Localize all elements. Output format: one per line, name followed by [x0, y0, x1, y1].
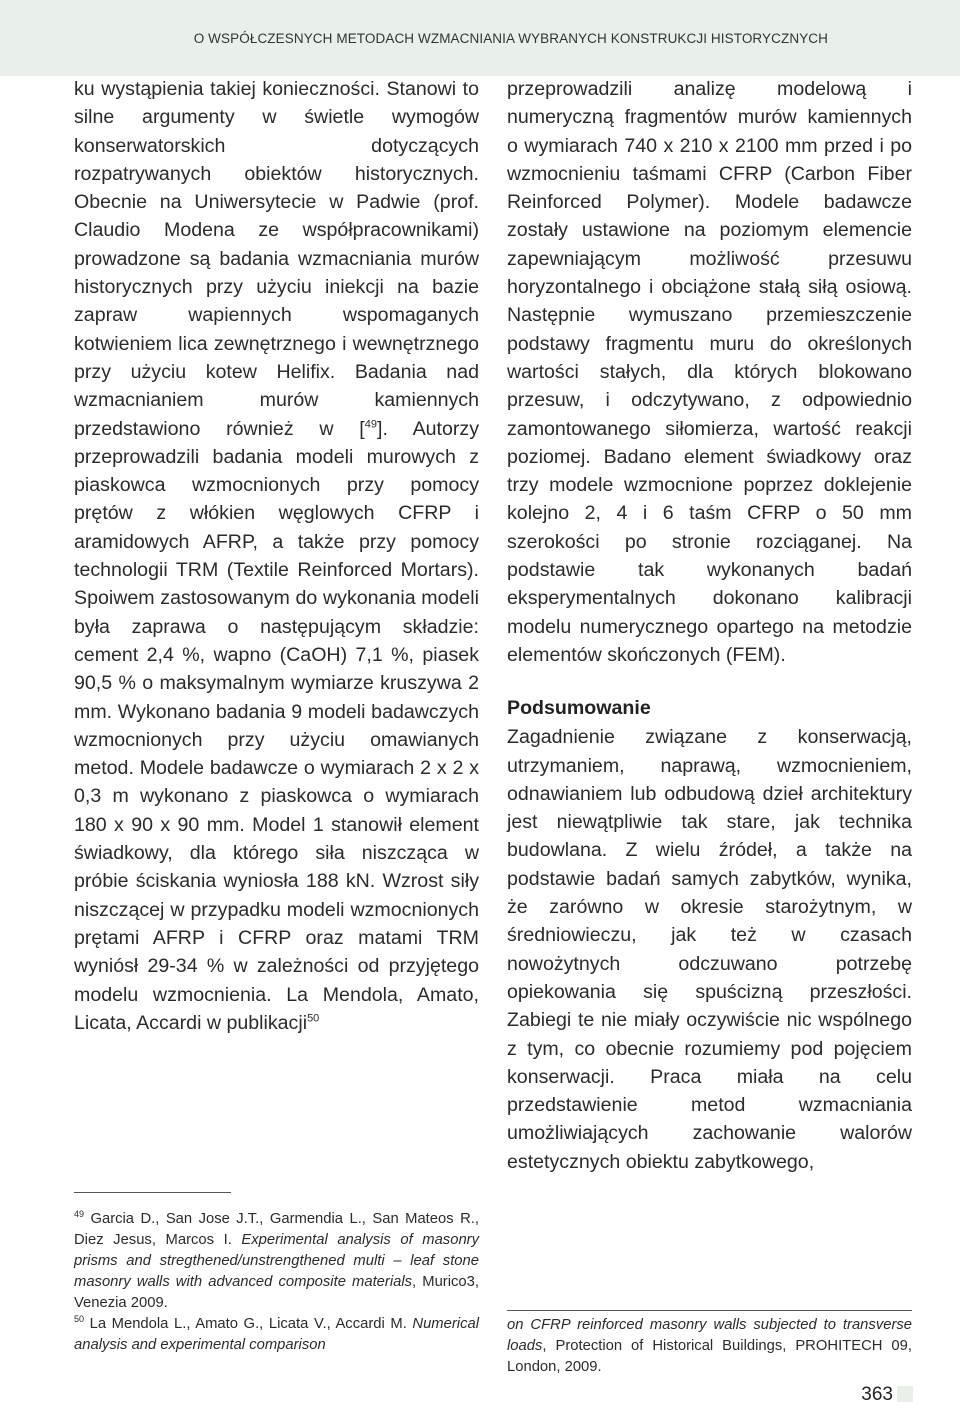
right-column-paragraph-2: Zagadnienie związane z konserwacją, utrzymaniem, naprawą, wzmocnieniem, odnawianiem lub odbudową dzieł architektury jest niewątpliwie tak stare, jak technika budowlana. Z wielu źródeł, a także na podstawie badań samych zabytków, wynika, że zarówno w okresie starożytnym, w średniowieczu, jak też w czasach nowożytnych odczuwano potrzebę opiekowania się spuścizną przeszłości. Zabiegi te nie miały oczywiście nic wspólnego z tym, co obecnie rozumiemy pod pojęciem konserwacji. Praca miała na celu przedstawienie metod wzmacniania umożliwiających zachowanie walorów estetycznych obiektu zabytkowego,: [507, 726, 912, 1173]
page-number-marker: [897, 1386, 913, 1402]
footnotes-right: [507, 1315, 912, 1378]
left-column: [74, 76, 479, 1037]
footnote-50: [74, 1314, 479, 1356]
section-heading-podsumowanie: Podsumowanie: [507, 697, 651, 720]
right-column-paragraph-1: przeprowadzili analizę modelową i numeryczną fragmentów murów kamiennych o wymiarach 740 x 210 x 2100 mm przed i po wzmocnieniu taśmami CFRP (Carbon Fiber Reinforced Polymer). Modele badawcze zostały ustawione na poziomym elemencie zapewniającym możliwość przesuwu horyzontalnego i obciążone stałą siłą osiową. Następnie wymuszano przemieszczenie podstawy fragmentu muru do określonych wartości stałych, dla których blokowano przesuw, i odczytywano, z odpowiednio zamontowanego siłomierza, wartość reakcji poziomej. Badano element świadkowy oraz trzy modele wzmocnione poprzez doklejenie kolejno 2, 4 i 6 taśm CFRP o 50 mm szerokości po stronie rozciąganej. Na podstawie tak wykonanych badań eksperymentalnych dokonano kalibracji modelu numerycznego opartego na metodzie elementów skończonych (FEM).: [507, 78, 912, 666]
left-text-part-1: ku wystąpienia takiej konieczności. Stanowi to silne argumenty w świetle wymogów konserwatorskich dotyczących rozpatrywanych obiektów historycznych. Obecnie na Uniwersytecie w Padwie (prof. Claudio Modena ze współpracownikami) prowadzone są badania wzmacniania murów historycznych przy użyciu iniekcji na bazie zapraw wapiennych wspomaganych kotwieniem lica zewnętrznego i wewnętrznego przy użyciu kotew Helifix. Badania nad wzmacnianiem murów kamiennych przedstawiono również w [: [74, 78, 479, 440]
footnote-49-authors: Garcia D., San Jose J.T., Garmendia L., San Mateos R., Diez Jesus, Marcos I.: [74, 1211, 479, 1248]
footnote-ref-50[interactable]: 50: [307, 1012, 320, 1025]
right-column: [507, 76, 912, 1176]
footnote-49-source: , Murico3, Venezia 2009.: [74, 1274, 479, 1311]
header-title: O WSPÓŁCZESNYCH METODACH WZMACNIANIA WYBRANYCH KONSTRUKCJI HISTORYCZNYCH: [193, 31, 828, 46]
page-number: 363: [861, 1384, 893, 1405]
footnote-divider-right: [507, 1310, 912, 1311]
left-text-part-2: ]. Autorzy przeprowadzili badania modeli murowych z piaskowca wzmocnionych przy pomocy prętów z włókien węglowych CFRP i aramidowych AFRP, a także przy pomocy technologii TRM (Textile Reinforced Mortars). Spoiwem zastosowanym do wykonania modeli była zaprawa o następującym składzie: cement 2,4 %, wapno (CaOH) 7,1 %, piasek 90,5 % o maksymalnym wymiarze kruszywa 2 mm. Wykonano badania 9 modeli badawczych wzmocnionych przy użyciu omawianych metod. Modele badawcze o wymiarach 2 x 2 x 0,3 m wykonano z piaskowca o wymiarach 180 x 90 x 90 mm. Model 1 stanowił element świadkowy, dla którego siła niszcząca w próbie ściskania wyniosła 188 kN. Wzrost siły niszczącej w przypadku modeli wzmocnionych prętami AFRP i CFRP oraz matami TRM wyniósł 29-34 % w zależności od przyjętego modelu wzmocnienia. La Mendola, Amato, Licata, Accardi w publikacji: [74, 417, 479, 1034]
running-header: [0, 0, 960, 76]
footnote-divider-left: [74, 1192, 231, 1193]
footnote-50-title-start: Numerical analysis and experimental comparison: [74, 1316, 479, 1353]
footnote-50-title-end: on CFRP reinforced masonry walls subjected to transverse loads: [507, 1317, 912, 1354]
footnote-49: [74, 1209, 479, 1314]
footnote-50-continued: [507, 1315, 912, 1378]
left-column-paragraph: [74, 75, 479, 1037]
footnote-50-authors: La Mendola L., Amato G., Licata V., Accardi M.: [84, 1316, 413, 1332]
footnote-number-49: 49: [74, 1209, 85, 1220]
footnote-number-50: 50: [74, 1314, 85, 1325]
footnote-49-title: Experimental analysis of masonry prisms and stregthened/unstrengthened multi – leaf stone masonry walls with advanced composite materials: [74, 1232, 479, 1290]
footnotes-left: [74, 1209, 479, 1356]
footnote-50-source: , Protection of Historical Buildings, PROHITECH 09, London, 2009.: [507, 1338, 912, 1375]
footnote-ref-49[interactable]: 49: [364, 418, 377, 431]
